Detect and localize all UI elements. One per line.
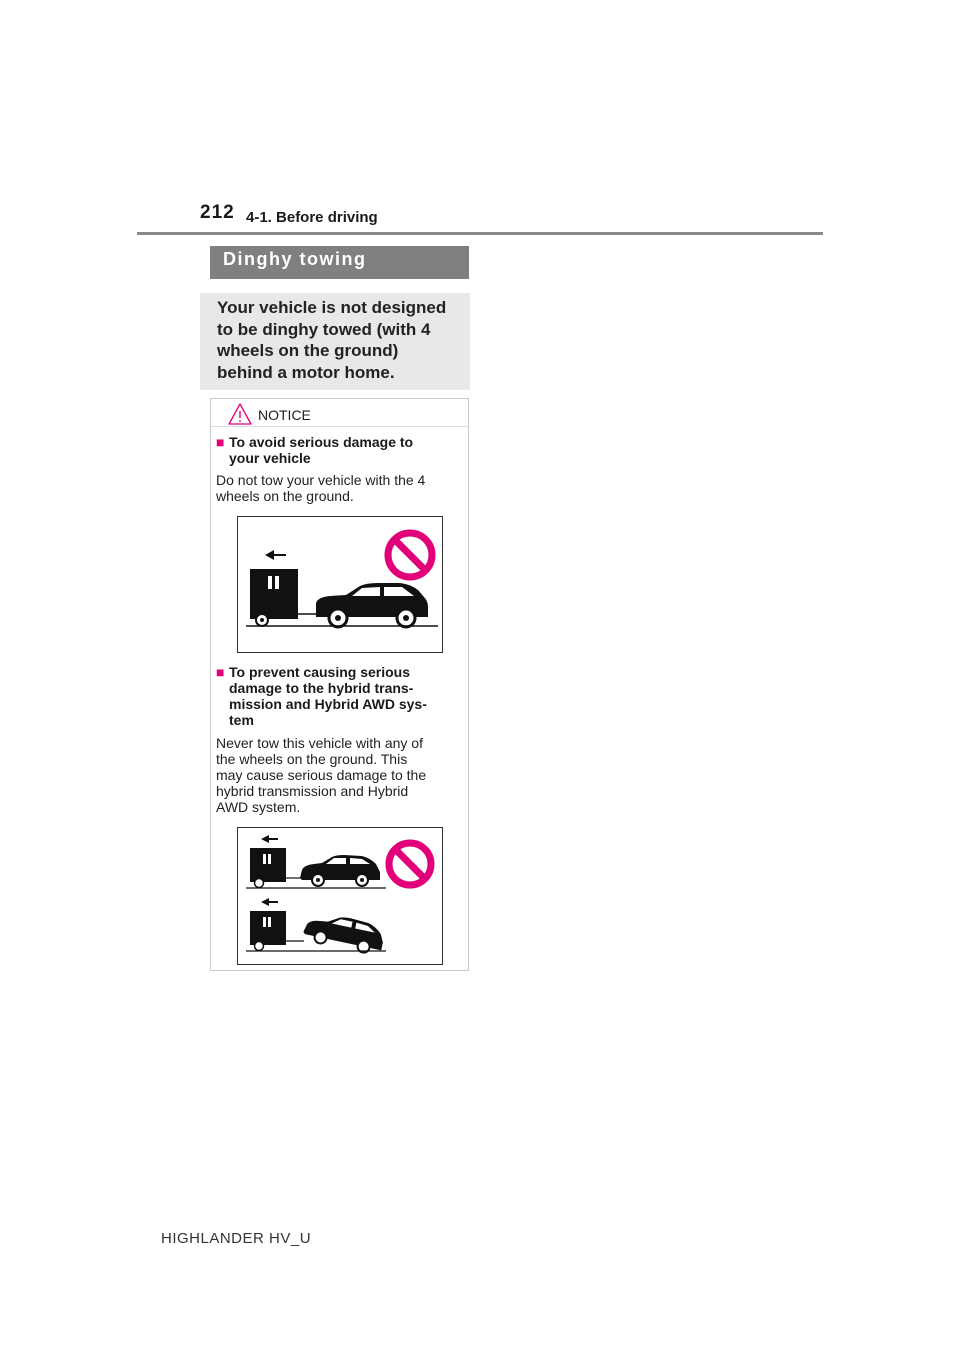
prohibition-sign-icon bbox=[389, 843, 431, 885]
motorhome-icon bbox=[250, 848, 302, 888]
towed-suv-icon bbox=[302, 909, 387, 956]
section-heading: Dinghy towing bbox=[223, 249, 367, 269]
notice-subheading: ■ To prevent causing serious damage to the hybrid trans- mission and Hybrid AWD sys- tem bbox=[216, 664, 427, 728]
intro-line: Your vehicle is not designed bbox=[217, 298, 447, 317]
notice-label: NOTICE bbox=[258, 407, 311, 423]
footer-model: HIGHLANDER HV_U bbox=[161, 1230, 312, 1247]
direction-arrow-icon bbox=[265, 550, 286, 560]
notice-body: Never tow this vehicle with any of the wheels on the ground. This may cause serious damage to the hybrid transmission and Hybrid AWD system. bbox=[216, 735, 427, 815]
warning-triangle-icon bbox=[228, 401, 252, 427]
motorhome-icon bbox=[250, 911, 304, 951]
figure-no-four-wheel-towing bbox=[237, 516, 443, 653]
motorhome-icon bbox=[250, 569, 318, 626]
intro-line: behind a motor home. bbox=[217, 362, 395, 382]
header-rule bbox=[137, 232, 823, 235]
direction-arrow-icon bbox=[261, 898, 278, 906]
figure-no-partial-towing bbox=[237, 827, 443, 965]
notice-subheading: ■ To avoid serious damage to your vehicle bbox=[216, 434, 414, 466]
section-heading-bar bbox=[210, 246, 469, 279]
notice-box bbox=[210, 398, 469, 971]
intro-box bbox=[200, 293, 470, 390]
bullet-square-icon: ■ bbox=[216, 434, 225, 450]
intro-line: to be dinghy towed (with 4 bbox=[217, 319, 431, 339]
prohibition-sign-icon bbox=[388, 533, 432, 577]
bullet-square-icon: ■ bbox=[216, 664, 225, 680]
suv-icon bbox=[316, 583, 428, 627]
notice-divider bbox=[211, 426, 468, 427]
page-number: 212 bbox=[200, 202, 235, 223]
notice-body: Do not tow your vehicle with the 4 wheels on the ground. bbox=[216, 472, 426, 504]
intro-line: wheels on the ground) bbox=[217, 341, 399, 360]
towed-suv-icon bbox=[300, 855, 380, 886]
section-title: 4-1. Before driving bbox=[246, 209, 378, 226]
direction-arrow-icon bbox=[261, 835, 278, 843]
